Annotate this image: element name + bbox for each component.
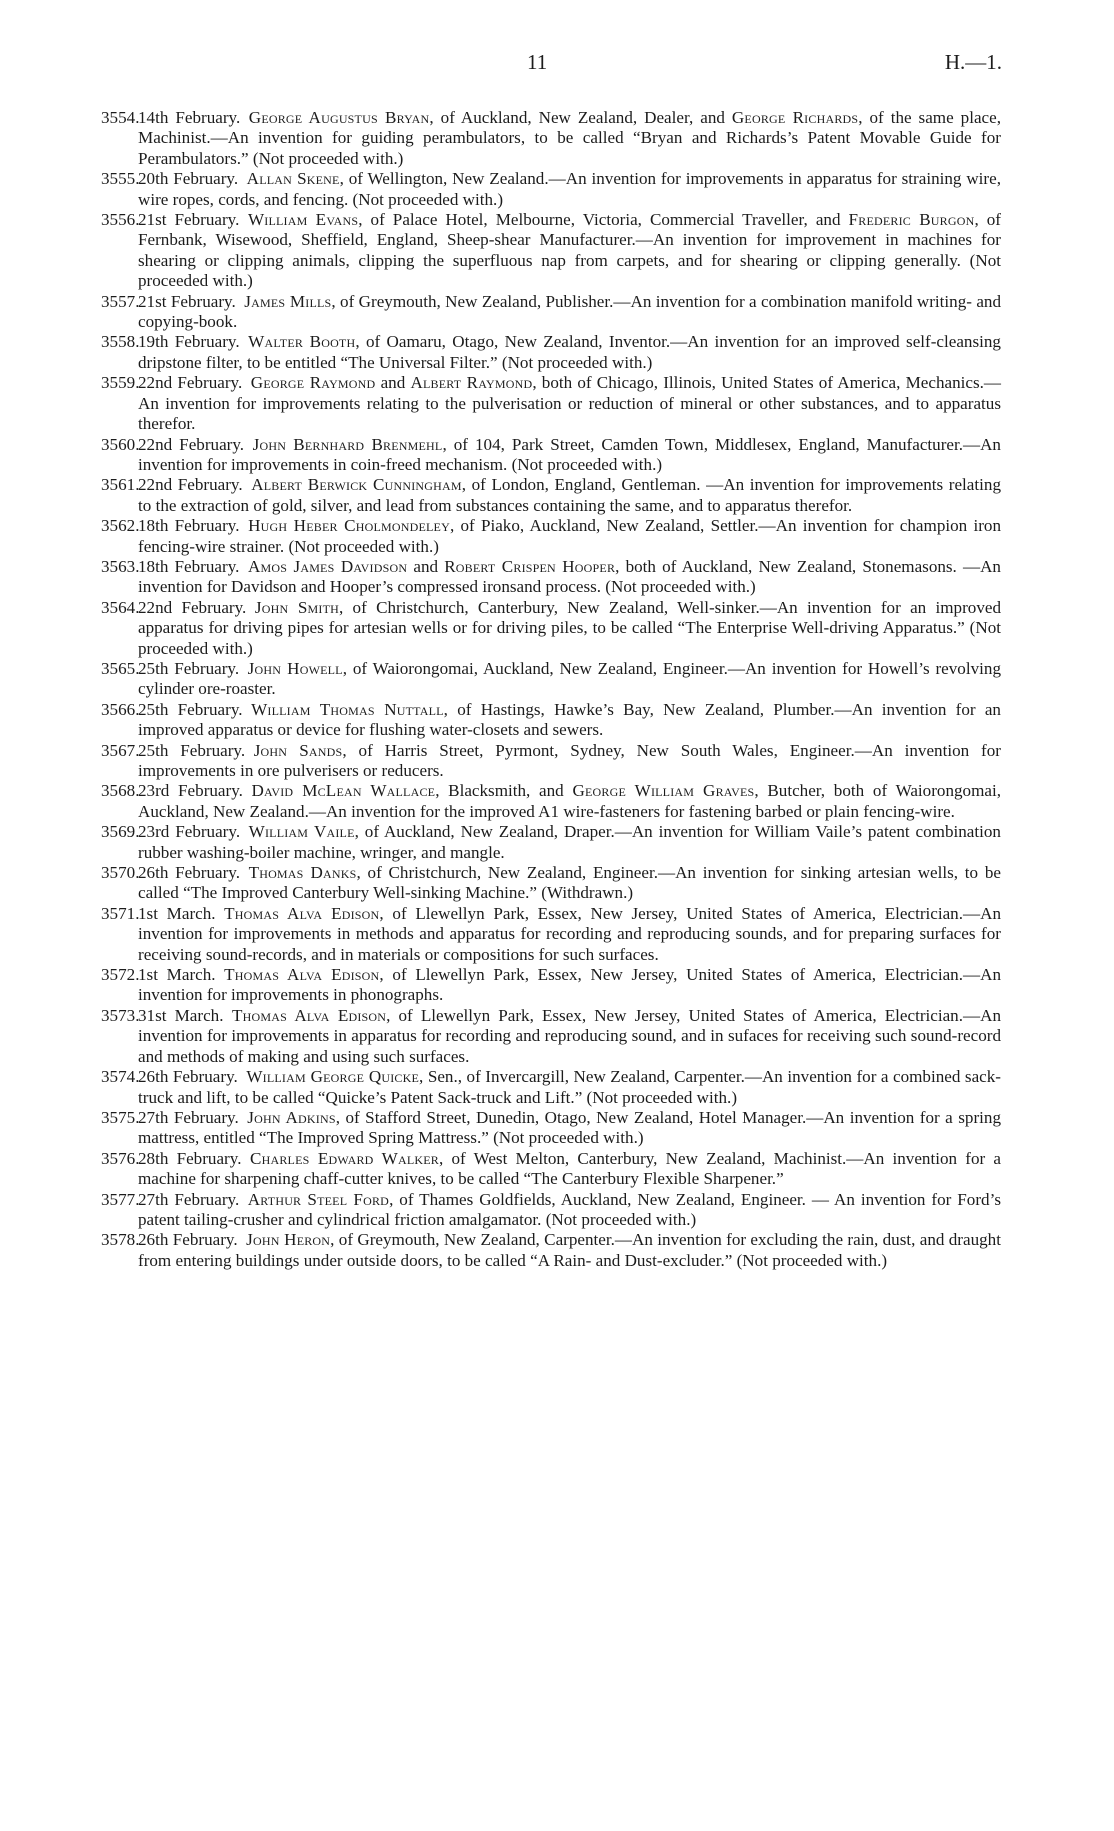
applicant-names: John Adkins <box>247 1107 336 1127</box>
applicant-names: George Raymond <box>250 373 376 393</box>
entry-number: 3570. <box>101 863 140 883</box>
applicant-names-2: Albert Raymond <box>410 373 533 393</box>
patent-entry <box>101 781 1001 822</box>
applicant-names: Hugh Heber Cholmondeley <box>248 516 450 536</box>
entry-text: , of Llewellyn Park, Essex, New Jersey, United States of America, Electrician.—An invention for improvements in phonographs. <box>138 965 1001 1005</box>
applicant-names-2: George Richards <box>731 108 859 127</box>
entry-date: 20th February. <box>138 169 239 189</box>
page-header <box>0 50 1114 80</box>
entry-text-2: , both of Auckland, New Zealand, Stonemasons. —An invention for Davidson and Hooper’s compressed ironsand process. (Not proceeded with.) <box>138 556 1001 597</box>
entry-text: , Blacksmith, and <box>435 781 573 801</box>
entry-text: , of Christchurch, New Zealand, Engineer.—An invention for sinking artesian wells, to be called “The Improved Canterbury Well-sinking Machine.” (Withdrawn.) <box>138 863 1001 903</box>
entry-text: and <box>407 556 445 576</box>
entry-text: , Sen., of Invercargill, New Zealand, Carpenter.—An invention for a combined sack-truck and lift, to be called “Quicke’s Patent Sack-truck and Lift.” (Not proceeded with.) <box>138 1067 1001 1107</box>
entry-date: 22nd February. <box>138 373 243 393</box>
patent-entry <box>101 1190 1001 1231</box>
entry-number: 3577. <box>101 1189 140 1209</box>
entry-date: 21st February. <box>138 210 240 230</box>
entry-number: 3565. <box>101 658 140 678</box>
entry-date: 27th February. <box>138 1107 239 1127</box>
applicant-names: Thomas Alva Edison <box>224 965 380 985</box>
entry-number: 3571. <box>101 903 140 923</box>
patent-entry <box>101 292 1001 333</box>
entry-number: 3555. <box>101 169 140 189</box>
entry-number: 3568. <box>101 781 140 801</box>
patent-entry <box>101 516 1001 557</box>
patent-entries-list <box>101 108 1001 1271</box>
applicant-names: George Augustus Bryan <box>248 108 430 127</box>
patent-entry <box>101 332 1001 373</box>
applicant-names: James Mills <box>244 291 332 311</box>
applicant-names: Charles Edward Walker <box>250 1148 439 1168</box>
entry-number: 3575. <box>101 1107 140 1127</box>
applicant-names: Thomas Alva Edison <box>232 1005 387 1025</box>
patent-entry <box>101 863 1001 904</box>
patent-entry <box>101 822 1001 863</box>
entry-number: 3572. <box>101 965 140 985</box>
patent-entry <box>101 700 1001 741</box>
applicant-names: Albert Berwick Cunningham <box>251 475 462 495</box>
patent-entry <box>101 1006 1001 1067</box>
entry-text: , of Oamaru, Otago, New Zealand, Inventor.—An invention for an improved self-cleansing dripstone filter, to be entitled “The Universal Filter.” (Not proceeded with.) <box>138 332 1001 372</box>
entry-number: 3563. <box>101 556 140 576</box>
entry-date: 19th February. <box>138 332 240 352</box>
entry-date: 26th February. <box>138 1067 238 1087</box>
entry-text: , of Auckland, New Zealand, Dealer, and <box>429 108 732 127</box>
applicant-names: William Vaile <box>248 822 355 842</box>
entry-text: , of Stafford Street, Dunedin, Otago, New Zealand, Hotel Manager.—An invention for a spring mattress, entitled “The Improved Spring Mattress.” (Not proceeded with.) <box>138 1107 1001 1148</box>
patent-entry <box>101 1067 1001 1108</box>
applicant-names: William George Quicke <box>246 1067 420 1087</box>
entry-date: 27th February. <box>138 1189 240 1209</box>
entry-number: 3578. <box>101 1230 140 1250</box>
entry-text: , of Greymouth, New Zealand, Publisher.—An invention for a combination manifold writing- and copying-book. <box>138 291 1002 332</box>
entry-number: 3573. <box>101 1005 140 1025</box>
applicant-names: William Evans <box>247 210 359 230</box>
page-reference: H.—1. <box>944 50 1002 74</box>
entry-number: 3556. <box>101 210 140 230</box>
applicant-names: Amos James Davidson <box>247 556 408 576</box>
entry-text: , of Christchurch, Canterbury, New Zealand, Well-sinker.—An invention for an improved apparatus for driving pipes for artesian wells or for driving piles, to be called “The Enterprise Well-driving Apparatus.” (Not proceeded with.) <box>138 597 1001 658</box>
entry-text: , of Wellington, New Zealand.—An invention for improvements in apparatus for straining wire, wire ropes, cords, and fencing. (Not proceeded with.) <box>138 169 1001 209</box>
entry-text: , of Llewellyn Park, Essex, New Jersey, United States of America, Electrician.—An invention for improvements in apparatus for recording and reproducing sound, and in sufaces for receiving such sound-record and methods of making and using such surfaces. <box>138 1005 1001 1066</box>
applicant-names: Thomas Danks <box>248 863 357 883</box>
entry-number: 3561. <box>101 475 140 495</box>
entry-text: , of Greymouth, New Zealand, Carpenter.—An invention for excluding the rain, dust, and draught from entering buildings under outside doors, to be called “A Rain- and Dust-excluder.” (Not proceeded with.) <box>138 1230 1001 1270</box>
entry-date: 25th February. <box>138 658 240 678</box>
patent-entry <box>101 1108 1001 1149</box>
applicant-names: David McLean Wallace <box>251 781 436 801</box>
entry-text: , of West Melton, Canterbury, New Zealand, Machinist.—An invention for a machine for sharpening chaff-cutter knives, to be called “The Canterbury Flexible Sharpener.” <box>138 1148 1001 1189</box>
entry-date: 18th February. <box>138 556 240 576</box>
entry-date: 25th February. <box>138 699 243 719</box>
entry-number: 3554. <box>101 108 140 127</box>
entry-date: 22nd February. <box>138 475 243 495</box>
entry-text-2: , both of Chicago, Illinois, United States of America, Mechanics.—An invention for improvements relating to the pulverisation or reduction of mineral or other substances, and to apparatus therefor. <box>138 373 1001 434</box>
entry-number: 3569. <box>101 822 140 842</box>
entry-number: 3566. <box>101 699 140 719</box>
entry-text: , of Waiorongomai, Auckland, New Zealand, Engineer.—An invention for Howell’s revolving cylinder ore-roaster. <box>138 658 1001 699</box>
patent-entry <box>101 557 1001 598</box>
applicant-names: John Howell <box>247 658 343 678</box>
applicant-names: Arthur Steel Ford <box>247 1189 390 1209</box>
patent-entry <box>101 1230 1001 1271</box>
entry-text-2: , of Fernbank, Wisewood, Sheffield, England, Sheep-shear Manufacturer.—An invention for improvement in machines for shearing or clipping animals, clipping the superfluous nap from carpets, and for shearing or clipping generally. (Not proceeded with.) <box>138 210 1002 291</box>
entry-text: , of Palace Hotel, Melbourne, Victoria, Commercial Traveller, and <box>358 210 849 230</box>
entry-date: 18th February. <box>138 516 240 536</box>
applicant-names: Walter Booth <box>248 332 356 352</box>
applicant-names: John Bernhard Brenmehl <box>252 434 443 454</box>
applicant-names: William Thomas Nuttall <box>251 699 444 719</box>
entry-text: and <box>375 373 411 393</box>
entry-number: 3564. <box>101 597 140 617</box>
entry-text: , of Hastings, Hawke’s Bay, New Zealand, Plumber.—An invention for an improved apparatus or device for flushing water-closets and sewers. <box>138 699 1001 740</box>
entry-date: 28th February. <box>138 1148 242 1168</box>
entry-number: 3574. <box>101 1067 140 1087</box>
entry-text: , of Harris Street, Pyrmont, Sydney, New South Wales, Engineer.—An invention for improvements in ore pulverisers or reducers. <box>138 740 1001 780</box>
entry-date: 1st March. <box>138 903 216 923</box>
patent-entry <box>101 904 1001 965</box>
entry-text: , of Auckland, New Zealand, Draper.—An invention for William Vaile’s patent combination rubber washing-boiler machine, wringer, and mangle. <box>138 822 1001 862</box>
entry-text: , of London, England, Gentleman. —An invention for improvements relating to the extraction of gold, silver, and lead from substances containing the same, and to apparatus therefor. <box>138 475 1001 515</box>
entry-number: 3562. <box>101 516 140 536</box>
entry-number: 3567. <box>101 740 140 760</box>
applicant-names: John Heron <box>246 1230 331 1250</box>
applicant-names: Allan Skene <box>246 169 340 189</box>
entry-text-2: , of the same place, Machinist.—An invention for guiding perambulators, to be called “Bryan and Richards’s Patent Movable Guide for Perambulators.” (Not proceeded with.) <box>138 108 1001 168</box>
patent-entry <box>101 965 1001 1006</box>
entry-number: 3558. <box>101 332 140 352</box>
entry-number: 3557. <box>101 291 140 311</box>
entry-date: 25th February. <box>138 740 246 760</box>
patent-entry <box>101 475 1001 516</box>
entry-text: , of Llewellyn Park, Essex, New Jersey, United States of America, Electrician.—An invention for improvements in methods and apparatus for recording and reproducing sounds, and for preparing surfaces for receiving sound-records, and in materials or compositions for such surfaces. <box>138 903 1001 964</box>
applicant-names: John Smith <box>254 597 339 617</box>
entry-number: 3560. <box>101 434 140 454</box>
entry-date: 14th February. <box>138 108 241 127</box>
entry-date: 26th February. <box>138 1230 238 1250</box>
patent-entry <box>101 373 1001 434</box>
patent-entry <box>101 108 1001 169</box>
entry-text: , of 104, Park Street, Camden Town, Middlesex, England, Manufacturer.—An invention for improvements in coin-freed mechanism. (Not proceeded with.) <box>138 434 1001 474</box>
entry-date: 31st March. <box>138 1005 224 1025</box>
applicant-names-2: Robert Crispen Hooper <box>444 556 616 576</box>
applicant-names-2: George William Graves <box>572 781 755 801</box>
patent-entry <box>101 210 1001 292</box>
entry-date: 1st March. <box>138 965 216 985</box>
entry-number: 3559. <box>101 373 140 393</box>
entry-date: 23rd February. <box>138 822 241 842</box>
applicant-names: John Sands <box>253 740 343 760</box>
applicant-names-2: Frederic Burgon <box>848 210 975 230</box>
patent-entry <box>101 741 1001 782</box>
applicant-names: Thomas Alva Edison <box>224 903 380 923</box>
entry-date: 21st February. <box>138 291 236 311</box>
entry-date: 26th February. <box>138 863 241 883</box>
entry-number: 3576. <box>101 1148 140 1168</box>
entry-date: 23rd February. <box>138 781 243 801</box>
entry-date: 22nd February. <box>138 434 245 454</box>
entry-text-2: , Butcher, both of Waiorongomai, Auckland, New Zealand.—An invention for the improved A1 wire-fasteners for fastening barbed or plain fencing-wire. <box>138 781 1002 821</box>
entry-text: , of Piako, Auckland, New Zealand, Settler.—An invention for champion iron fencing-wire strainer. (Not proceeded with.) <box>138 516 1001 556</box>
patent-entry <box>101 1149 1001 1190</box>
patent-entry <box>101 169 1001 210</box>
patent-entry <box>101 598 1001 659</box>
page-number: 11 <box>527 50 548 74</box>
entry-text: , of Thames Goldfields, Auckland, New Zealand, Engineer. — An invention for Ford’s patent tailing-crusher and cylindrical friction amalgamator. (Not proceeded with.) <box>138 1189 1001 1229</box>
patent-entry <box>101 659 1001 700</box>
patent-entry <box>101 435 1001 476</box>
entry-date: 22nd February. <box>138 597 247 617</box>
